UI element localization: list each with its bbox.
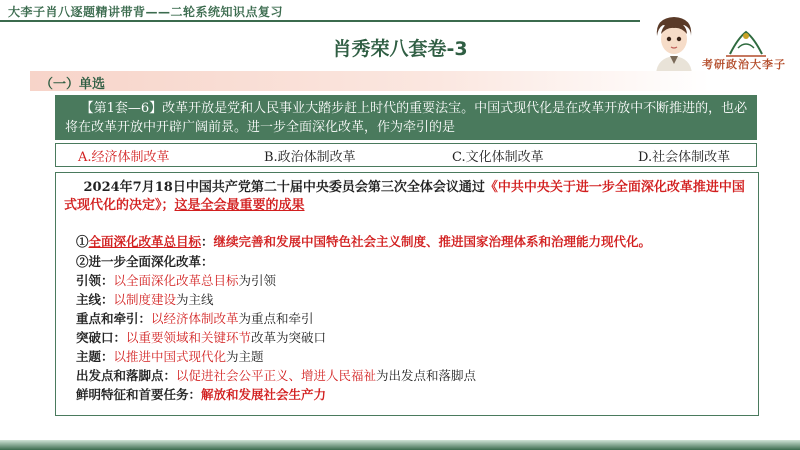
option-a[interactable]: A.经济体制改革 <box>78 150 170 165</box>
list-item <box>76 348 264 366</box>
section-heading-label: （一）单选 <box>40 77 106 92</box>
option-b[interactable]: B.政治体制改革 <box>264 150 356 165</box>
item-label: 主线： <box>76 292 114 307</box>
item-key: 以促进社会公平正义、增进人民福祉 <box>176 368 377 383</box>
options-row <box>55 143 757 167</box>
item-label: 突破口： <box>76 330 127 345</box>
item-key: 以重要领域和关键环节 <box>126 330 252 345</box>
option-d[interactable]: D.社会体制改革 <box>638 150 731 165</box>
item-label: 重点和牵引： <box>76 311 152 326</box>
item-label: 引领： <box>76 273 114 288</box>
goal-text: 继续完善和发展中国特色社会主义制度、推进国家治理体系和治理能力现代化。 <box>213 234 652 249</box>
item-key: 以制度建设 <box>113 292 177 307</box>
page-title: 肖秀荣八套卷-3 <box>332 38 468 60</box>
question-box <box>55 95 757 140</box>
item-key: 以推进中国式现代化 <box>113 349 227 364</box>
item-key: 以经济体制改革 <box>151 311 239 326</box>
item-label: 出发点和落脚点： <box>76 368 177 383</box>
intro-document-title: 《中共中央关于进一步全面深化改革推进中国式现代化的决定》； <box>64 180 745 213</box>
analysis-box <box>55 172 759 416</box>
logo-emblem-icon <box>700 28 792 58</box>
item-label: 主题： <box>76 349 114 364</box>
list-item <box>76 310 314 328</box>
series-title: 大李子肖八逐题精讲带背——二轮系统知识点复习 <box>8 5 284 19</box>
item-key: 解放和发展社会生产力 <box>201 387 327 402</box>
item-label: 鲜明特征和首要任务： <box>76 387 202 402</box>
item-rest: 改革为突破口 <box>251 330 327 345</box>
list-item <box>76 291 214 309</box>
list-item <box>76 367 476 385</box>
list-item <box>76 272 276 290</box>
list-item <box>76 329 326 347</box>
item-rest: 为主线 <box>176 292 214 307</box>
avatar-illustration <box>651 14 697 74</box>
section-heading <box>30 71 710 91</box>
top-divider <box>0 20 640 22</box>
item-rest: 为重点和牵引 <box>238 311 314 326</box>
goal-prefix: ① <box>76 234 89 249</box>
bottom-bar <box>0 440 800 450</box>
item-rest: 为出发点和落脚点 <box>376 368 477 383</box>
goal-separator: ： <box>201 234 214 249</box>
deepen-title: ②进一步全面深化改革： <box>76 254 214 269</box>
avatar <box>651 14 697 74</box>
logo-text: 考研政治大李子 <box>702 58 786 71</box>
analysis-intro <box>64 179 754 215</box>
goal-line <box>76 233 651 251</box>
question-text: 【第1套—6】改革开放是党和人民事业大踏步赶上时代的重要法宝。中国式现代化是在改革开放中不断推进的，也必将在改革开放中开辟广阔前景。进一步全面深化改革，作为牵引的是 <box>65 101 748 135</box>
goal-label: 全面深化改革总目标 <box>88 234 202 249</box>
intro-date-text: 2024年7月18日中国共产党第二十届中央委员会第三次全体会议通过 <box>83 180 485 195</box>
item-key: 以全面深化改革总目标 <box>113 273 239 288</box>
intro-highlight: 这是全会最重要的成果 <box>174 198 305 213</box>
logo <box>700 28 792 76</box>
list-item <box>76 386 326 404</box>
item-rest: 为主题 <box>226 349 264 364</box>
item-rest: 为引领 <box>238 273 277 288</box>
option-c[interactable]: C.文化体制改革 <box>452 150 544 165</box>
